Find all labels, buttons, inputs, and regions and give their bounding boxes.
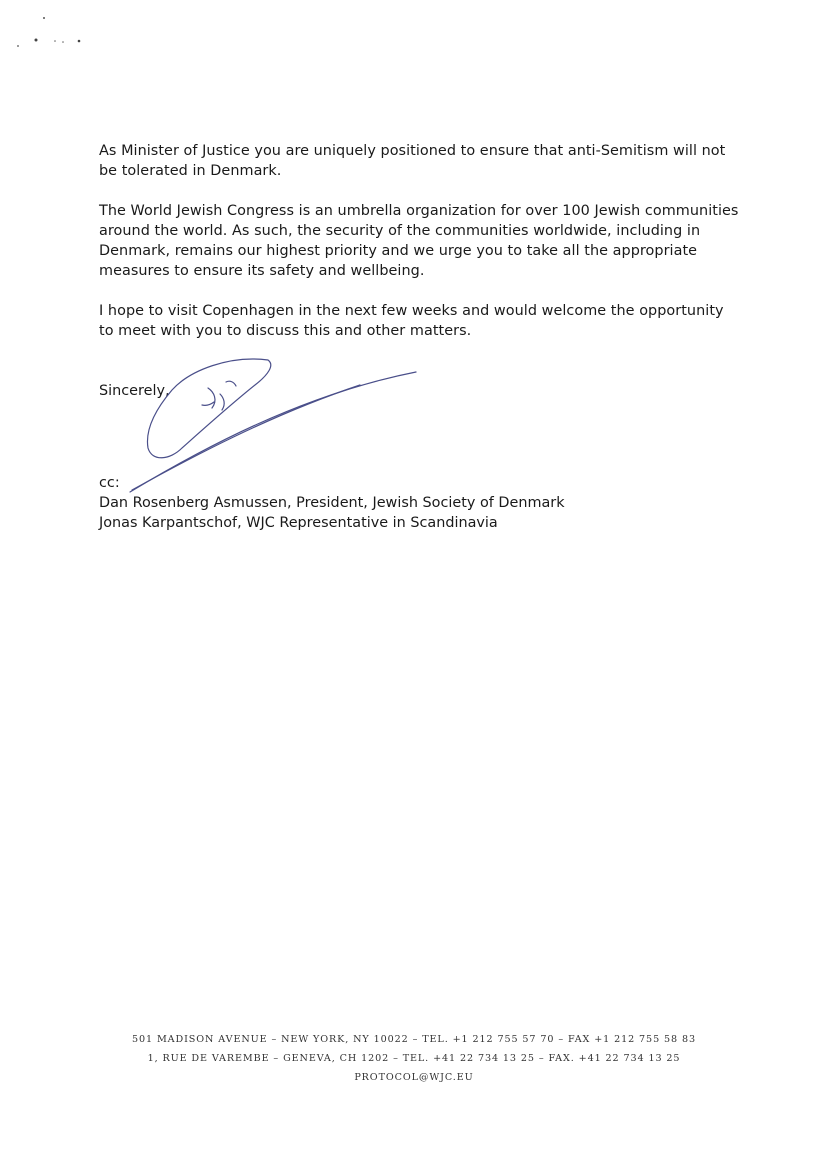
cc-label: cc: [99,475,120,491]
paragraph-congress: The World Jewish Congress is an umbrella organization for over 100 Jewish communities around the world. As such, the security of the communities worldwide, including in Denmark, remains our highest priority and we urge you to take all the appropriate measures to ensure its safety and wellbeing. [99,203,739,279]
footer-email: PROTOCOL@WJC.EU [354,1072,474,1083]
letter-body [99,141,739,361]
scan-specks [0,0,120,70]
cc-recipient: Jonas Karpantschof, WJC Representative in Scandinavia [99,515,498,531]
closing-salutation: Sincerely, [99,383,170,399]
cc-recipient: Dan Rosenberg Asmussen, President, Jewish Society of Denmark [99,495,565,511]
footer-new-york-address: 501 MADISON AVENUE – NEW YORK, NY 10022 – TEL. +1 212 755 57 70 – FAX +1 212 755 58 83 [132,1034,696,1045]
cc-block [99,473,565,533]
footer-geneva-address: 1, RUE DE VAREMBE – GENEVA, CH 1202 – TEL. +41 22 734 13 25 – FAX. +41 22 734 13 25 [147,1053,681,1064]
paragraph-minister: As Minister of Justice you are uniquely positioned to ensure that anti-Semitism will not be tolerated in Denmark. [99,143,726,179]
paragraph-visit: I hope to visit Copenhagen in the next few weeks and would welcome the opportunity to meet with you to discuss this and other matters. [99,303,724,339]
letterhead-footer [0,1030,828,1087]
